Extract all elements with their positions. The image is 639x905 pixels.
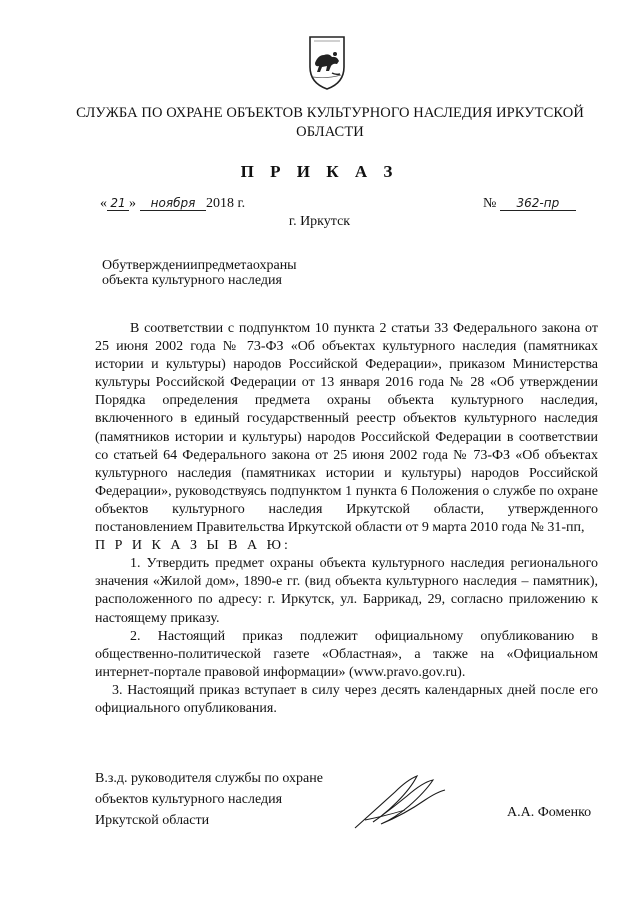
coat-of-arms-icon (302, 33, 352, 91)
signatory-name: А.А. Фоменко (507, 805, 592, 820)
number-label: № (483, 196, 497, 211)
order-item-3: 3. Настоящий приказ вступает в силу через десять календарных дней после его официального опубликования. (95, 682, 598, 716)
position-line: В.з.д. руководителя службы по охране (95, 771, 323, 786)
subject-line-2: объекта культурного наследия (102, 273, 282, 288)
subject-word: Об (102, 258, 120, 273)
order-body (95, 320, 598, 718)
order-date (100, 196, 245, 212)
order-subject (102, 258, 297, 288)
subject-word: охраны (252, 258, 297, 273)
order-number (483, 196, 576, 212)
city: г. Иркутск (288, 214, 351, 229)
preamble-paragraph: В соответствии с подпунктом 10 пункта 2 статьи 33 Федерального закона от 25 июня 2002 года № 73-ФЗ «Об объектах культурного наследия (памятниках истории и культуры) народов Российской Федерации», приказом Министерства культуры Российской Федерации от 13 января 2016 года № 28 «Об утверждении Порядка определения предмета охраны объекта культурного наследия, включенного в единый государственный реестр объектов культурного наследия (памятников истории и культуры) народов Российской Федерации в соответствии со статьей 64 Федерального закона от 25 июня 2002 года № 73-ФЗ «Об объектах культурного наследия (памятниках истории и культуры) народов Российской Федерации», руководствуясь подпунктом 1 пункта 6 Положения о службе по охране объектов культурного наследия Иркутской области, утвержденного постановлением Правительства Иркутской области от 9 марта 2010 года № 31-пп, (95, 321, 598, 536)
order-word: П Р И К А З Ы В А Ю: (95, 538, 291, 554)
order-item-2: 2. Настоящий приказ подлежит официальному опубликованию в общественно-политической газете «Областная», а также на «Официальном интернет-портале правовой информации» (www.pravo.gov.ru). (95, 628, 598, 680)
position-line: Иркутской области (95, 813, 210, 828)
signatory-position (95, 768, 323, 831)
subject-word: утверждении (119, 258, 198, 273)
order-day: 21 (107, 196, 129, 211)
document-type-title: П Р И К А З (240, 162, 399, 181)
quote-close: » (129, 196, 136, 211)
order-item-1: 1. Утвердить предмет охраны объекта культурного наследия регионального значения «Жилой дом», 1890-е гг. (вид объекта культурного наследия – памятник), расположенного по адресу: г. Иркутск, ул. Баррикад, 29, согласно приложению к настоящему приказу. (95, 556, 598, 626)
order-month: ноября (140, 196, 206, 211)
order-number-value: 362-пр (500, 196, 576, 211)
signature-icon (345, 770, 450, 832)
order-year: 2018 г. (206, 196, 246, 211)
subject-word: предмета (197, 258, 253, 273)
position-line: объектов культурного наследия (95, 792, 283, 807)
organization-name: СЛУЖБА ПО ОХРАНЕ ОБЪЕКТОВ КУЛЬТУРНОГО НАСЛЕДИЯ ИРКУТСКОЙ ОБЛАСТИ (76, 105, 584, 140)
quote-open: « (100, 196, 107, 211)
